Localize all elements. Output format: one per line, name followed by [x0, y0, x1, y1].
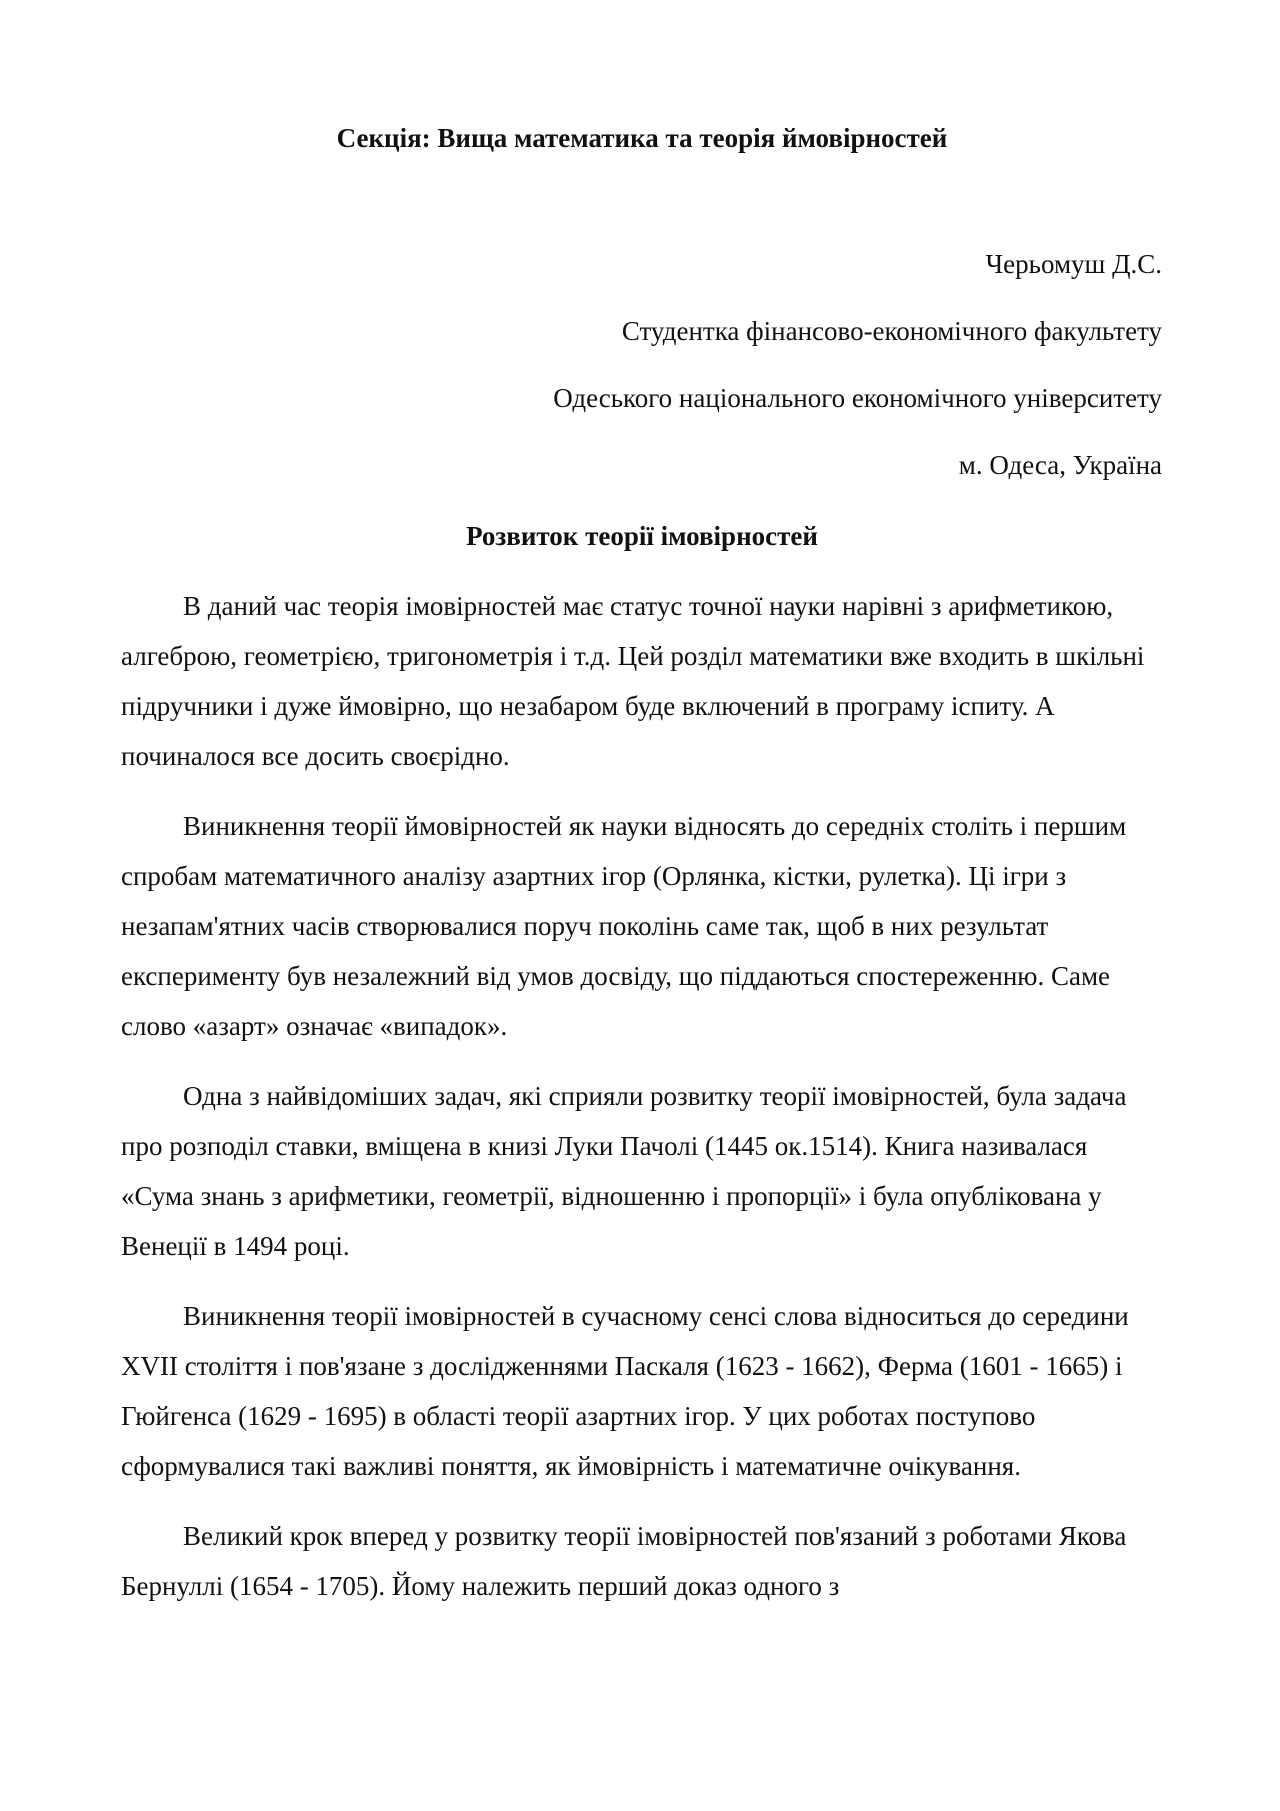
author-name: Черьомуш Д.С. — [985, 249, 1162, 279]
section-heading: Секція: Вища математика та теорія ймовірностей — [336, 123, 948, 153]
paragraph: Великий крок вперед у розвитку теорії імовірностей пов'язаний з роботами Якова Бернуллі (1654 - 1705). Йому належить перший доказ одного з — [121, 1521, 1127, 1601]
author-city: м. Одеса, Україна — [958, 450, 1162, 480]
paragraph: Виникнення теорії імовірностей в сучасному сенсі слова відноситься до середини XVII століття і пов'язане з дослідженнями Паскаля (1623 - 1662), Ферма (1601 - 1665) і Гюйгенса (1629 - 1695) в області теорії азартних ігор. У цих роботах поступово сформувалися такі важливі поняття, як ймовірність і математичне очікування. — [121, 1301, 1129, 1481]
author-position: Студентка фінансово-економічного факультету — [621, 316, 1162, 346]
article-body — [121, 581, 1166, 1631]
article-title: Розвиток теорії імовірностей — [466, 521, 818, 551]
author-info — [553, 244, 1162, 512]
paragraph: Одна з найвідоміших задач, які сприяли розвитку теорії імовірностей, була задача про розподіл ставки, вміщена в книзі Луки Пачолі (1445 ок.1514). Книга називалася «Сума знань з арифметики, геометрії, відношенню і пропорції» і була опублікована у Венеції в 1494 році. — [121, 1081, 1127, 1261]
paragraph: В даний час теорія імовірностей має статус точної науки нарівні з арифметикою, алгеброю, геометрією, тригонометрія і т.д. Цей розділ математики вже входить в шкільні підручники і дуже ймовірно, що незабаром буде включений в програму іспиту. А починалося все досить своєрідно. — [121, 591, 1145, 771]
author-institution: Одеського національного економічного університету — [553, 383, 1162, 413]
paragraph: Виникнення теорії ймовірностей як науки відносять до середніх століть і першим спробам математичного аналізу азартних ігор (Орлянка, кістки, рулетка). Ці ігри з незапам'ятних часів створювалися поруч поколінь саме так, щоб в них результат експерименту був незалежний від умов досвіду, що піддаються спостереженню. Саме слово «азарт» означає «випадок». — [121, 811, 1127, 1041]
